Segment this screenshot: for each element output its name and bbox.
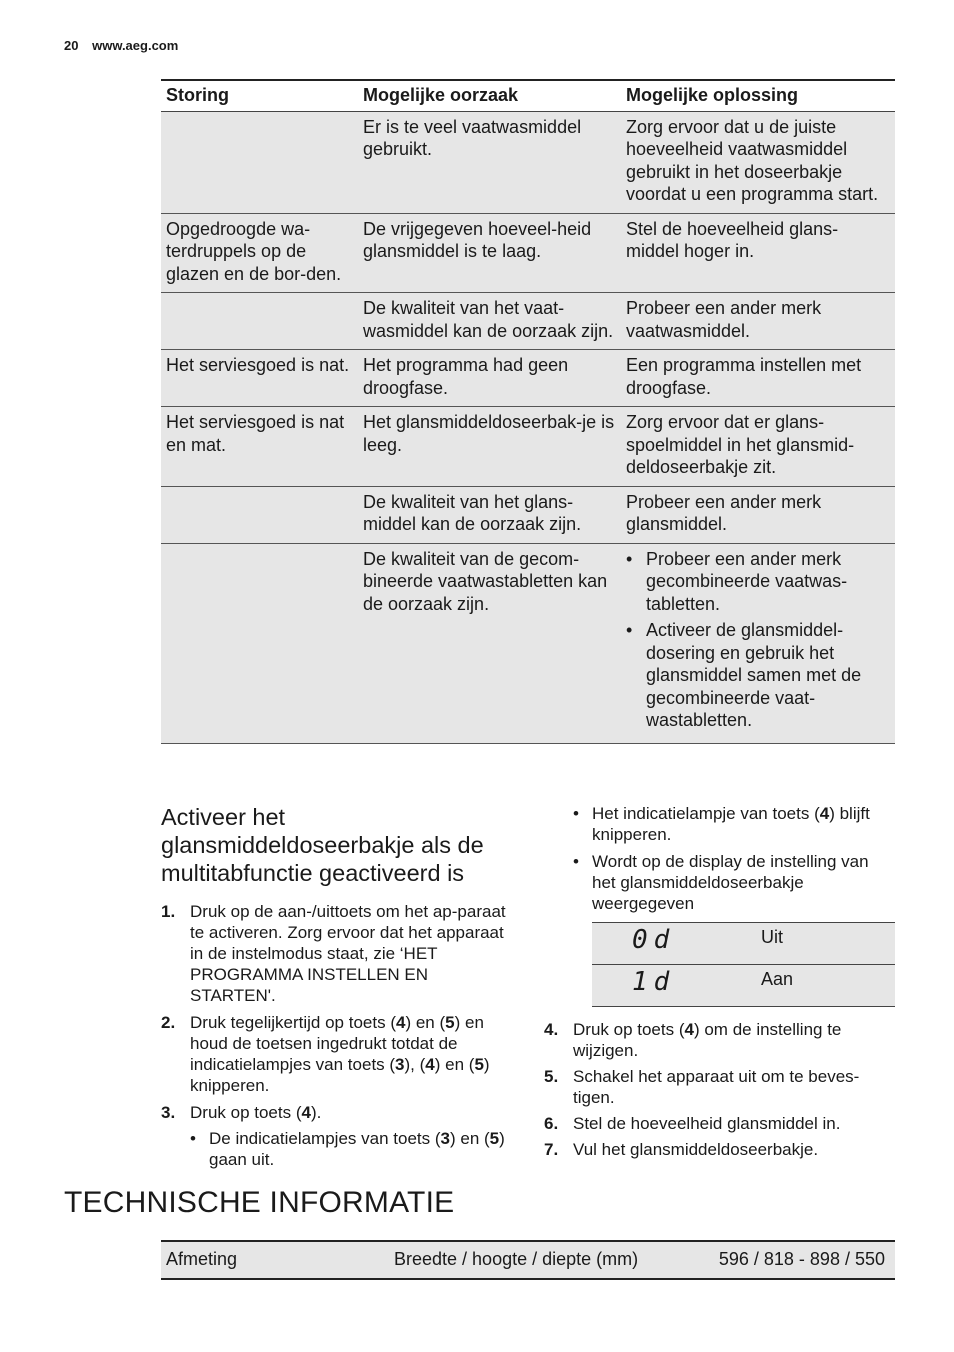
step-list (544, 1019, 894, 1160)
key-number: 5 (489, 1129, 500, 1148)
step-number: 7. (544, 1140, 559, 1159)
display-label: Aan (761, 965, 895, 1007)
step-text: Vul het glansmiddeldoseerbakje. (573, 1140, 819, 1159)
list-item (161, 901, 511, 1006)
spec-label: Afmeting (161, 1241, 389, 1279)
list-item: • Wordt op de display de instelling van het glansmiddeldoseerbakje weergegeven (573, 852, 869, 913)
solution-cell: Probeer een ander merk glansmiddel. (621, 486, 895, 543)
step-list (161, 901, 511, 1170)
list-item: • Het indicatielampje van toets (4) blijft knipperen. (573, 804, 870, 844)
problem-cell: Het serviesgoed is nat. (161, 350, 358, 407)
list-item: • Probeer een ander merk gecombineerde vaatwas-tabletten. (646, 548, 890, 616)
list-item (544, 1113, 894, 1134)
section-right-column (544, 803, 894, 1165)
table-header-row (161, 80, 895, 111)
key-number: 3 (440, 1129, 450, 1148)
key-number: 4 (425, 1055, 435, 1074)
list-item: • De indicatielampjes van toets (3) en (5) gaan uit. (190, 1129, 505, 1169)
display-code: 0d (592, 923, 761, 965)
list-item: • Activeer de glansmiddel-dosering en gebruik het glansmiddel samen met de gecombineerde vaat-wastabletten. (646, 619, 890, 732)
bullet-icon: • (573, 852, 579, 871)
display-label: Uit (761, 923, 895, 965)
solution-cell: Probeer een ander merk vaatwasmiddel. (621, 293, 895, 350)
problem-cell (161, 111, 358, 213)
cause-cell: De kwaliteit van het glans-middel kan de oorzaak zijn. (358, 486, 621, 543)
step-text: Stel de hoeveelheid glansmiddel in. (573, 1114, 841, 1133)
cause-cell: De kwaliteit van het vaat-wasmiddel kan de oorzaak zijn. (358, 293, 621, 350)
step-number: 4. (544, 1020, 559, 1039)
section-title: Activeer het glansmiddeldoseerbakje als de multitabfunctie geactiveerd is (161, 804, 484, 886)
cause-cell: De vrijgegeven hoeveel-heid glansmiddel is te laag. (358, 213, 621, 293)
list-item (544, 1139, 894, 1160)
solution-cell: Zorg ervoor dat u de juiste hoeveelheid vaatwasmiddel gebruikt in het doseerbakje voordat u een programma start. (621, 111, 895, 213)
list-item (161, 1012, 511, 1096)
cause-cell: Het programma had geen droogfase. (358, 350, 621, 407)
problem-cell (161, 486, 358, 543)
sub-bullet-list (190, 1128, 511, 1170)
problem-cell: Het serviesgoed is nat en mat. (161, 407, 358, 487)
step-text: Druk op de aan-/uittoets om het ap-paraat te activeren. Zorg ervoor dat het apparaat in de instelmodus staat, zie ‘HET PROGRAMMA INSTELLEN EN STARTEN'. (190, 902, 506, 1005)
section-left-column (161, 803, 511, 1176)
key-number: 3 (395, 1055, 405, 1074)
column-header: Mogelijke oorzaak (358, 80, 621, 111)
step-text: Schakel het apparaat uit om te beves-tigen. (573, 1067, 860, 1107)
key-number: 4 (301, 1103, 311, 1122)
column-header: Storing (161, 80, 358, 111)
technical-spec-table (161, 1240, 895, 1280)
step-text: Druk tegelijkertijd op toets (4) en (5) en houd de toetsen ingedrukt totdat de indicatielampjes van toets (3), (4) en (5) knipperen. (190, 1013, 490, 1095)
cause-cell: Er is te veel vaatwasmiddel gebruikt. (358, 111, 621, 213)
key-number: 4 (684, 1020, 694, 1039)
table-row (161, 486, 895, 543)
bullet-icon: • (190, 1129, 196, 1148)
key-number: 4 (395, 1013, 406, 1032)
cause-cell: Het glansmiddeldoseerbak-je is leeg. (358, 407, 621, 487)
solution-cell: Zorg ervoor dat er glans-spoelmiddel in het glansmid-deldoseerbakje zit. (621, 407, 895, 487)
list-item: 4. Druk op toets (4) om de instelling te wijzigen. (544, 1020, 842, 1060)
solution-list (626, 548, 890, 732)
bullet-list (544, 803, 894, 914)
problem-cell (161, 543, 358, 743)
table-row (161, 213, 895, 293)
solution-cell (621, 543, 895, 743)
step-number: 2. (161, 1013, 176, 1032)
table-row (161, 350, 895, 407)
table-row (161, 1241, 895, 1279)
column-header: Mogelijke oplossing (621, 80, 895, 111)
spec-description: Breedte / hoogte / diepte (mm) (389, 1241, 699, 1279)
table-row (592, 965, 895, 1007)
page-header (64, 38, 178, 53)
key-number: 5 (474, 1055, 484, 1074)
solution-cell: Een programma instellen met droogfase. (621, 350, 895, 407)
key-number: 4 (819, 804, 830, 823)
key-number: 5 (445, 1013, 455, 1032)
step-number: 1. (161, 902, 176, 921)
solution-cell: Stel de hoeveelheid glans-middel hoger in. (621, 213, 895, 293)
technical-info-title: TECHNISCHE INFORMATIE (64, 1186, 455, 1219)
step-number: 5. (544, 1067, 559, 1086)
bullet-icon: • (573, 804, 579, 823)
display-code: 1d (592, 965, 761, 1007)
problem-cell (161, 293, 358, 350)
display-settings-table (592, 922, 895, 1007)
page-number: 20 (64, 38, 79, 53)
table-row (592, 923, 895, 965)
spec-value: 596 / 818 - 898 / 550 (699, 1241, 895, 1279)
cause-cell: De kwaliteit van de gecom-bineerde vaatwastabletten kan de oorzaak zijn. (358, 543, 621, 743)
site-url[interactable]: www.aeg.com (92, 38, 179, 53)
list-item (161, 1102, 511, 1170)
step-number: 6. (544, 1114, 559, 1133)
table-row (161, 543, 895, 743)
step-number: 3. (161, 1103, 176, 1122)
problem-cell: Opgedroogde wa-terdruppels op de glazen en de bor-den. (161, 213, 358, 293)
list-item (544, 1066, 894, 1108)
table-row (161, 407, 895, 487)
step-text: Druk op toets (4). (190, 1103, 322, 1122)
troubleshooting-table (161, 79, 895, 744)
table-row (161, 111, 895, 213)
table-row (161, 293, 895, 350)
